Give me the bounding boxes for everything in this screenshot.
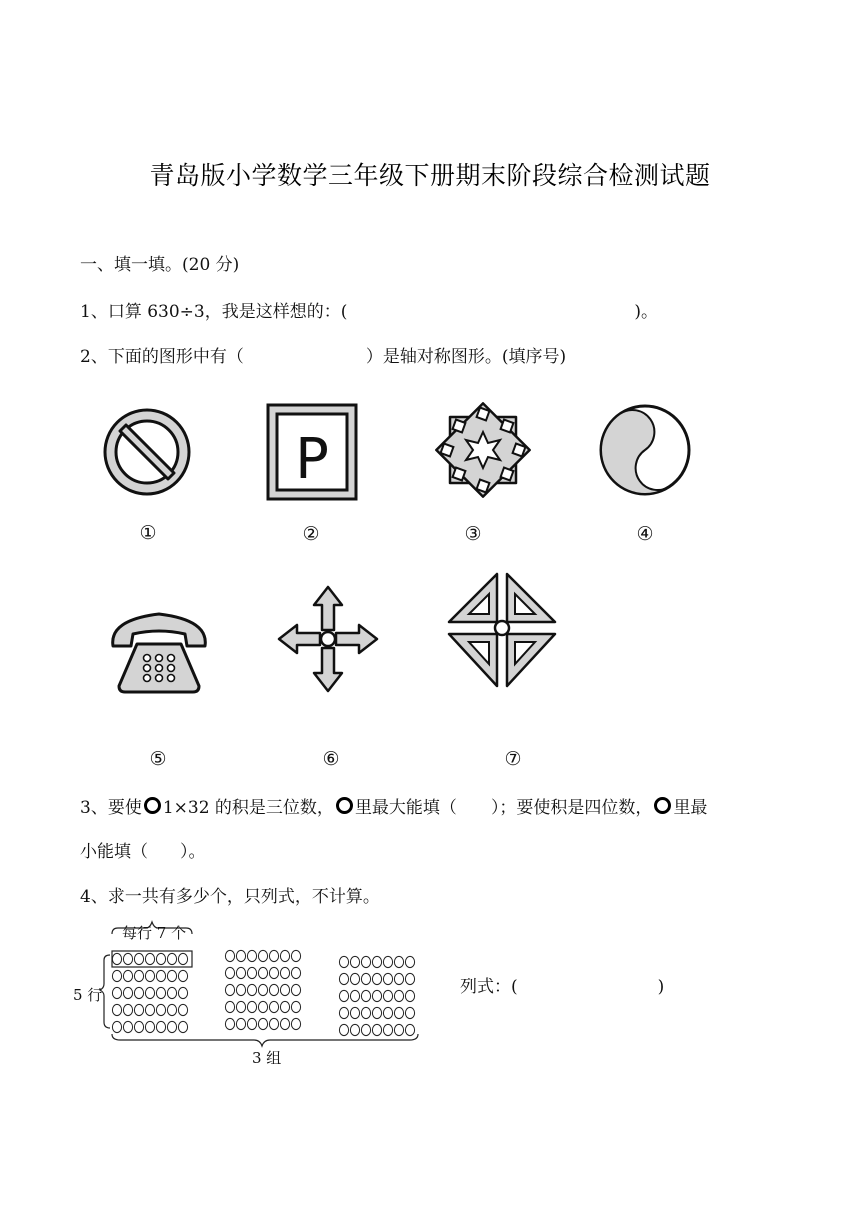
dot	[247, 950, 256, 961]
dot	[123, 970, 132, 981]
dot	[123, 987, 132, 998]
question-2	[80, 342, 566, 367]
dot	[350, 1024, 359, 1035]
parking-sign-icon	[266, 403, 358, 501]
dot	[361, 1024, 370, 1035]
dot	[361, 1007, 370, 1018]
dot	[112, 987, 121, 998]
four-arrows-icon	[277, 585, 379, 693]
svg-text:P: P	[295, 427, 329, 492]
groups-label: 3 组	[252, 1049, 282, 1067]
question-2-text: 2、下面的图形中有（	[80, 347, 244, 367]
rows-label: 5 行	[73, 986, 103, 1004]
dot	[178, 970, 187, 981]
dot	[350, 1007, 359, 1018]
dot	[269, 984, 278, 995]
question-1	[80, 297, 658, 322]
dot	[383, 1007, 392, 1018]
dot	[405, 1024, 414, 1035]
dot	[339, 1024, 348, 1035]
dot	[258, 1018, 267, 1029]
dot	[280, 1001, 289, 1012]
dot	[269, 967, 278, 978]
question-4: 4、求一共有多少个，只列式，不计算。	[80, 887, 380, 907]
formula-end: )	[657, 977, 665, 997]
dot	[156, 953, 165, 964]
dot	[236, 967, 245, 978]
question-2-end: ）是轴对称图形。(填序号)	[365, 347, 567, 367]
section-heading: 一、填一填。(20 分)	[80, 255, 240, 275]
question-3-text-b: 1×32 的积是三位数，	[162, 798, 334, 818]
dot	[178, 1004, 187, 1015]
dot	[269, 1001, 278, 1012]
dot	[156, 970, 165, 981]
dot	[134, 1021, 143, 1032]
question-3-text-a: 3、要使	[80, 798, 142, 818]
dot	[167, 970, 176, 981]
question-3-text-d: ）；要使积是四位数，	[490, 798, 653, 818]
dot	[112, 953, 121, 964]
dot	[225, 1001, 234, 1012]
dot	[350, 990, 359, 1001]
dot	[383, 1024, 392, 1035]
dot	[291, 1018, 300, 1029]
dot	[236, 984, 245, 995]
dot	[394, 1024, 403, 1035]
dot	[394, 1007, 403, 1018]
shape-number-2: ②	[302, 523, 320, 545]
triangle-pinwheel-icon	[443, 568, 561, 692]
dot	[291, 950, 300, 961]
unknown-digit-circle-icon	[144, 797, 161, 814]
dot	[361, 973, 370, 984]
dot	[156, 1004, 165, 1015]
dot	[350, 973, 359, 984]
dot	[145, 970, 154, 981]
shape-number-5: ⑤	[149, 748, 167, 770]
yin-yang-icon	[598, 403, 692, 497]
formula-line	[460, 972, 664, 997]
dot	[123, 1021, 132, 1032]
dot	[134, 970, 143, 981]
dot	[291, 1001, 300, 1012]
dot	[405, 1007, 414, 1018]
telephone-icon	[107, 606, 211, 694]
dot	[291, 984, 300, 995]
question-1-end: )。	[634, 302, 658, 322]
question-1-text: 1、口算 630÷3，我是这样想的：(	[80, 302, 348, 322]
dot	[258, 967, 267, 978]
dot	[394, 973, 403, 984]
dot	[167, 953, 176, 964]
dot	[339, 956, 348, 967]
question-3-text-g: ）。	[180, 842, 206, 862]
shape-number-3: ③	[464, 523, 482, 545]
per-row-label: 每行 7 个	[122, 924, 187, 942]
dot	[236, 1018, 245, 1029]
dot	[225, 984, 234, 995]
shape-number-1: ①	[139, 522, 157, 544]
no-entry-icon	[100, 405, 194, 499]
dot	[372, 990, 381, 1001]
dot	[247, 1018, 256, 1029]
dot	[258, 1001, 267, 1012]
shape-number-4: ④	[636, 523, 654, 545]
dot	[258, 950, 267, 961]
dot	[112, 1004, 121, 1015]
dot	[167, 1004, 176, 1015]
dot	[123, 953, 132, 964]
formula-label: 列式：(	[460, 977, 518, 997]
dot	[280, 1018, 289, 1029]
dot	[383, 990, 392, 1001]
question-3-text-f: 小能填（	[80, 842, 148, 862]
dot	[156, 987, 165, 998]
dot	[339, 973, 348, 984]
dot	[167, 987, 176, 998]
dot	[405, 956, 414, 967]
question-3-text-c: 里最大能填（	[354, 798, 457, 818]
dot	[383, 956, 392, 967]
unknown-digit-circle-icon	[336, 797, 353, 814]
dot	[280, 984, 289, 995]
dot	[383, 973, 392, 984]
dot	[225, 950, 234, 961]
dot	[247, 1001, 256, 1012]
dot	[372, 956, 381, 967]
dot	[280, 950, 289, 961]
dot	[236, 1001, 245, 1012]
dot	[372, 1024, 381, 1035]
star-pattern-icon	[433, 400, 533, 500]
dot	[134, 953, 143, 964]
dot	[339, 990, 348, 1001]
dot	[291, 967, 300, 978]
question-3-text-e: 里最	[673, 798, 708, 818]
dot	[156, 1021, 165, 1032]
shape-number-6: ⑥	[322, 748, 340, 770]
dot	[361, 990, 370, 1001]
dot	[112, 970, 121, 981]
question-3-line-2	[80, 837, 206, 862]
dot	[178, 953, 187, 964]
dot	[225, 967, 234, 978]
dot	[258, 984, 267, 995]
dot	[394, 956, 403, 967]
question-3	[80, 793, 707, 818]
dot	[280, 967, 289, 978]
dot	[178, 1021, 187, 1032]
dot	[247, 967, 256, 978]
dot	[394, 990, 403, 1001]
dot	[269, 1018, 278, 1029]
dot	[145, 1021, 154, 1032]
page-title: 青岛版小学数学三年级下册期末阶段综合检测试题	[149, 161, 711, 190]
dot	[339, 1007, 348, 1018]
dot	[361, 956, 370, 967]
dot	[225, 1018, 234, 1029]
dot	[112, 1021, 121, 1032]
dot	[134, 1004, 143, 1015]
dot	[178, 987, 187, 998]
dot	[405, 973, 414, 984]
dot	[167, 1021, 176, 1032]
dot	[405, 990, 414, 1001]
unknown-digit-circle-icon	[654, 797, 671, 814]
dot	[269, 950, 278, 961]
dot	[145, 1004, 154, 1015]
dot	[372, 1007, 381, 1018]
shape-number-7: ⑦	[504, 748, 522, 770]
dot	[145, 953, 154, 964]
dot	[134, 987, 143, 998]
dot	[372, 973, 381, 984]
dot	[236, 950, 245, 961]
dot	[350, 956, 359, 967]
dot	[145, 987, 154, 998]
dot	[247, 984, 256, 995]
dot	[123, 1004, 132, 1015]
